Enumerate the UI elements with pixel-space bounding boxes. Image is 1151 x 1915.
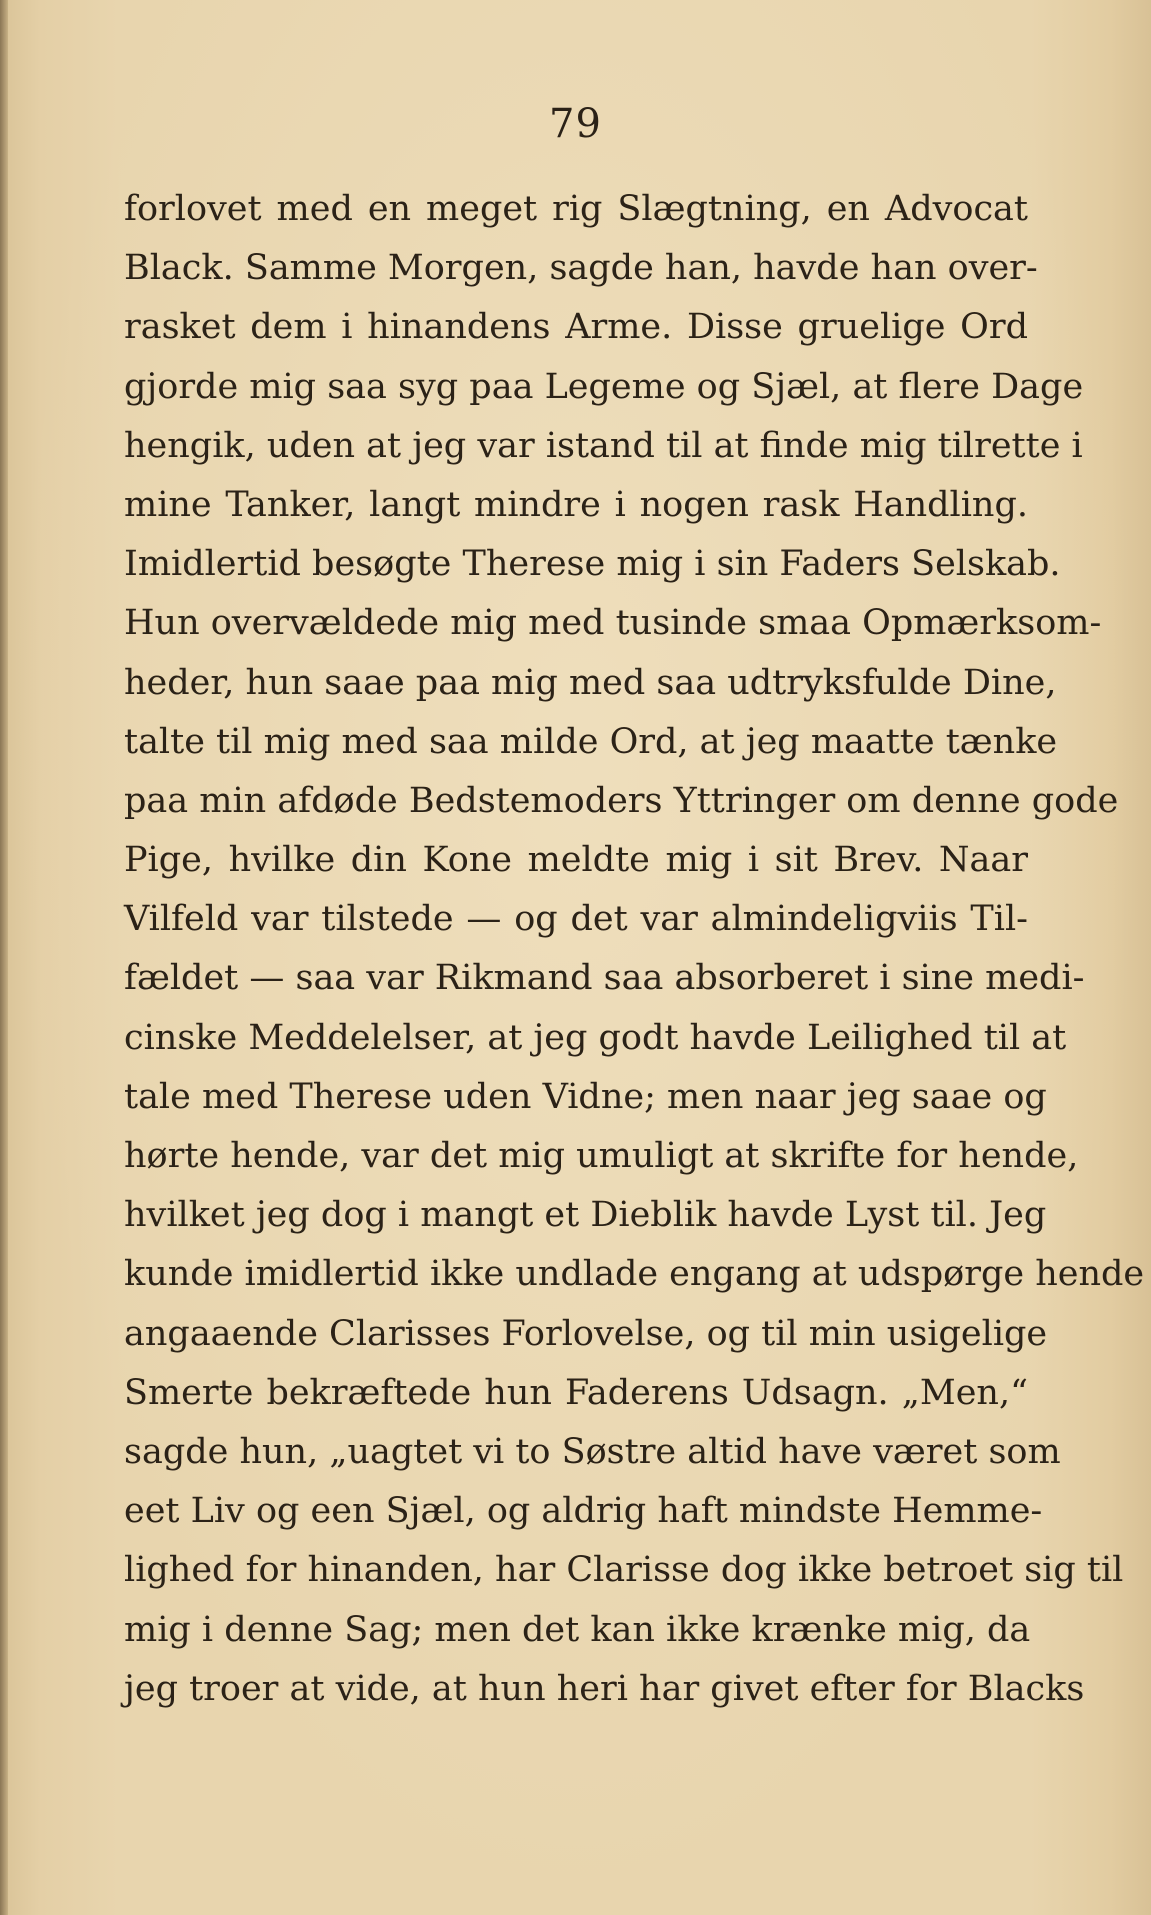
text-line: rasket dem i hinandens Arme. Disse gruelige Ord xyxy=(124,307,1028,348)
text-line: talte til mig med saa milde Ord, at jeg maatte tænke xyxy=(124,721,1058,762)
text-line: Vilfeld var tilstede — og det var almindeligviis Til- xyxy=(124,899,1028,940)
text-line: sagde hun, „uagtet vi to Søstre altid have været som xyxy=(124,1431,1061,1472)
text-line: forlovet med en meget rig Slægtning, en Advocat xyxy=(124,189,1028,229)
text-line: jeg troer at vide, at hun heri har givet efter for Blacks xyxy=(124,1668,1085,1709)
page-number: 79 xyxy=(549,101,602,147)
text-line: Imidlertid besøgte Therese mig i sin Faders Selskab. xyxy=(124,544,1061,585)
text-line: Hun overvældede mig med tusinde smaa Opmærksom- xyxy=(124,603,1102,644)
text-line: Pige, hvilke din Kone meldte mig i sit Brev. Naar xyxy=(124,840,1028,881)
text-line: mig i denne Sag; men det kan ikke krænke mig, da xyxy=(124,1609,1031,1650)
text-line: hvilket jeg dog i mangt et Dieblik havde Lyst til. Jeg xyxy=(124,1195,1047,1236)
text-line: fældet — saa var Rikmand saa absorberet i sine medi- xyxy=(124,958,1085,999)
text-line: hengik, uden at jeg var istand til at finde mig tilrette i xyxy=(124,425,1083,466)
text-line: cinske Meddelelser, at jeg godt havde Leilighed til at xyxy=(124,1017,1067,1058)
text-line: heder, hun saae paa mig med saa udtryksfulde Dine, xyxy=(124,662,1057,703)
text-line: eet Liv og een Sjæl, og aldrig haft mindste Hemme- xyxy=(124,1491,1043,1532)
body-text xyxy=(124,180,1145,1719)
text-line: mine Tanker, langt mindre i nogen rask Handling. xyxy=(124,484,1028,525)
text-line: angaaende Clarisses Forlovelse, og til min usigelige xyxy=(124,1313,1048,1354)
text-line: paa min afdøde Bedstemoders Yttringer om denne gode xyxy=(124,780,1119,821)
page-edge xyxy=(0,0,8,1915)
text-line: gjorde mig saa syg paa Legeme og Sjæl, at flere Dage xyxy=(124,366,1084,407)
text-line: kunde imidlertid ikke undlade engang at udspørge hende xyxy=(124,1254,1145,1295)
text-line: lighed for hinanden, har Clarisse dog ikke betroet sig til xyxy=(124,1550,1124,1591)
text-line: tale med Therese uden Vidne; men naar jeg saae og xyxy=(124,1076,1047,1117)
text-line: hørte hende, var det mig umuligt at skrifte for hende, xyxy=(124,1136,1079,1176)
text-line: Black. Samme Morgen, sagde han, havde han over- xyxy=(124,248,1038,289)
text-line: Smerte bekræftede hun Faderens Udsagn. „Men,“ xyxy=(124,1372,1028,1413)
